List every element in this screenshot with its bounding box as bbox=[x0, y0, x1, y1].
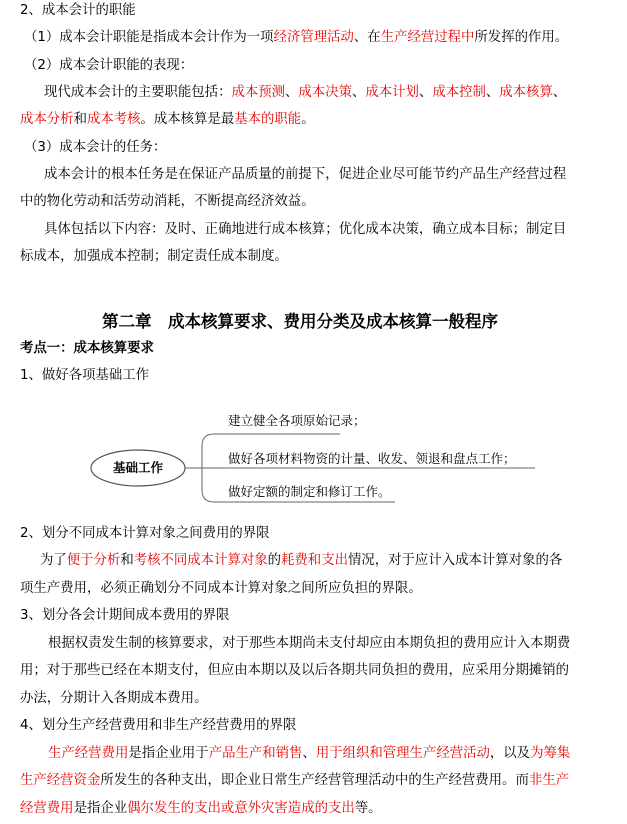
paragraph-operating-line3 bbox=[20, 800, 382, 818]
text-run: （1）成本会计职能是指成本会计作为一项 bbox=[24, 30, 274, 45]
text-run: 所发生的各种支出，即企业日常生产经营管理活动中的生产经营费用。而 bbox=[100, 773, 529, 788]
item-heading-operating-expenses: 4、划分生产经营费用和非生产经营费用的界限 bbox=[20, 718, 297, 733]
text-run: 现代成本会计的主要职能包括： bbox=[44, 85, 232, 100]
paragraph-operating-line2 bbox=[20, 772, 569, 790]
paragraph-periods-line2: 用；对于那些已经在本期支付，但应由本期以及以后各期共同负担的费用，应采用分期摊销的 bbox=[20, 663, 570, 678]
highlighted-term: 非生产 bbox=[528, 773, 570, 788]
highlighted-term: 成本核算 bbox=[499, 85, 553, 100]
highlighted-term: 产品生产和销售 bbox=[208, 746, 303, 761]
text-run: 情况，对于应计入成本计算对象的各 bbox=[347, 553, 563, 568]
text-run: ，以及 bbox=[489, 746, 531, 761]
highlighted-term: 用于组织和管理生产经营活动 bbox=[315, 746, 490, 761]
text-run: 所发挥的作用。 bbox=[474, 30, 569, 45]
diagram-branch-2: 做好各项材料物资的计量、收发、领退和盘点工作； bbox=[228, 451, 516, 466]
highlighted-term: 便于分析 bbox=[66, 553, 121, 568]
diagram-branch-1: 建立健全各项原始记录； bbox=[228, 413, 366, 428]
paragraph-details-line1: 具体包括以下内容：及时、正确地进行成本核算；优化成本决策，确立成本目标；制定目 bbox=[44, 222, 567, 237]
highlighted-term: 成本考核 bbox=[86, 112, 141, 127]
section-heading: 2、成本会计的职能 bbox=[20, 3, 136, 18]
text-run: 、在 bbox=[353, 30, 381, 45]
diagram-root-label: 基础工作 bbox=[113, 460, 164, 475]
paragraph-details-line2: 标成本，加强成本控制；制定责任成本制度。 bbox=[20, 249, 288, 264]
highlighted-term: 为筹集 bbox=[530, 746, 571, 761]
item-heading-accounting-periods: 3、划分各会计期间成本费用的界限 bbox=[20, 608, 230, 623]
text-run: 、 bbox=[418, 85, 433, 100]
highlighted-term: 成本预测 bbox=[231, 85, 286, 100]
highlighted-term: 成本计划 bbox=[365, 85, 419, 100]
paragraph-main-functions-line2 bbox=[20, 111, 315, 129]
paragraph-periods-line3: 办法，分期计入各期成本费用。 bbox=[20, 691, 208, 706]
diagram-branch-3: 做好定额的制定和修订工作。 bbox=[228, 484, 391, 499]
text-run: 等。 bbox=[354, 801, 382, 816]
highlighted-term: 生产经营费用 bbox=[48, 746, 129, 761]
highlighted-term: 生产经营资金 bbox=[20, 773, 101, 788]
text-run: 为了 bbox=[40, 553, 67, 568]
subheading-function-manifestation: （2）成本会计职能的表现： bbox=[24, 58, 194, 73]
highlighted-term: 成本决策 bbox=[298, 85, 352, 100]
chapter-title: 第二章 成本核算要求、费用分类及成本核算一般程序 bbox=[102, 312, 498, 331]
text-run: 和 bbox=[120, 553, 134, 568]
paragraph-cost-objects-line1 bbox=[40, 552, 562, 570]
highlighted-term: 耗费和支出 bbox=[281, 553, 348, 568]
subheading-tasks: （3）成本会计的任务： bbox=[24, 140, 167, 155]
text-run: 、 bbox=[351, 85, 366, 100]
text-run: 是指企业 bbox=[73, 801, 128, 816]
basic-work-diagram bbox=[90, 398, 550, 510]
text-run: 是指企业用于 bbox=[128, 746, 209, 761]
item-heading-cost-objects: 2、划分不同成本计算对象之间费用的界限 bbox=[20, 526, 270, 541]
text-run: 。成本核算是最 bbox=[140, 112, 235, 127]
text-run: 、 bbox=[485, 85, 500, 100]
text-run: 。 bbox=[301, 112, 315, 127]
highlighted-term: 成本控制 bbox=[432, 85, 486, 100]
paragraph-cost-objects-line2: 项生产费用，必须正确划分不同成本计算对象之间所应负担的界限。 bbox=[20, 581, 422, 596]
highlighted-term: 经济管理活动 bbox=[273, 30, 354, 45]
text-run: 的 bbox=[267, 553, 282, 568]
text-run: 、 bbox=[552, 85, 567, 100]
paragraph-periods-line1: 根据权责发生制的核算要求，对于那些本期尚未支付却应由本期负担的费用应计入本期费 bbox=[48, 636, 571, 651]
text-run: 、 bbox=[302, 746, 316, 761]
paragraph-tasks-line1: 成本会计的根本任务是在保证产品质量的前提下，促进企业尽可能节约产品生产经营过程 bbox=[44, 167, 567, 182]
highlighted-term: 考核不同成本计算对象 bbox=[133, 553, 268, 568]
highlighted-term: 经营费用 bbox=[20, 801, 74, 816]
item-heading-basic-work: 1、做好各项基础工作 bbox=[20, 368, 150, 383]
highlighted-term: 偶尔发生的支出或意外灾害造成的支出 bbox=[127, 801, 355, 816]
highlighted-term: 成本分析 bbox=[20, 112, 74, 127]
text-run: 、 bbox=[285, 85, 299, 100]
paragraph-tasks-line2: 中的物化劳动和活劳动消耗，不断提高经济效益。 bbox=[20, 194, 315, 209]
paragraph-operating-line1 bbox=[48, 745, 570, 763]
text-run: 和 bbox=[73, 112, 87, 127]
highlighted-term: 基本的职能 bbox=[234, 112, 302, 127]
exam-point-heading: 考点一：成本核算要求 bbox=[20, 341, 154, 356]
paragraph-main-functions-line1 bbox=[44, 84, 566, 102]
highlighted-term: 生产经营过程中 bbox=[380, 30, 475, 45]
paragraph-function-definition bbox=[24, 29, 568, 47]
